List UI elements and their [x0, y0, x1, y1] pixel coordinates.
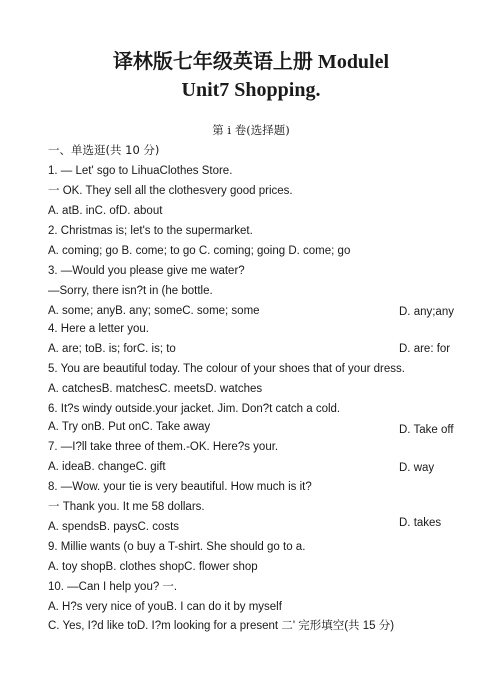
question-3-options: A. some; anyB. any; someC. some; some: [48, 305, 260, 317]
question-8-options: A. spendsB. paysC. costs: [48, 521, 180, 533]
question-8: 8. —Wow. your tie is very beautiful. How much is it?: [48, 481, 312, 493]
question-9-options: A. toy shopB. clothes shopC. flower shop: [48, 561, 258, 573]
section-title: 第 i 卷(选择题): [212, 123, 290, 137]
question-2: 2. Christmas is; let's to the supermarket.: [48, 225, 253, 237]
question-3-option-d: D. any;any: [399, 306, 454, 318]
question-2-options: A. coming; go B. come; to go C. coming; going D. come; go: [48, 245, 351, 257]
document-title-line1: 译林版七年级英语上册 Modulel: [112, 51, 390, 73]
document-title-line2: Unit7 Shopping.: [181, 79, 321, 101]
question-10: 10. —Can I help you? 一.: [48, 581, 178, 593]
question-1-options: A. atB. inC. ofD. about: [48, 205, 163, 217]
question-3: 3. —Would you please give me water?: [48, 265, 245, 277]
question-8-option-d: D. takes: [399, 517, 442, 529]
question-7-options: A. ideaB. changeC. gift: [48, 461, 166, 473]
question-10-options-ab: A. H?s very nice of youB. I can do it by myself: [48, 601, 282, 613]
question-6-options: A. Try onB. Put onC. Take away: [48, 421, 211, 433]
question-4: 4. Here a letter you.: [48, 323, 149, 335]
question-6: 6. It?s windy outside.your jacket. Jim. Don?t catch a cold.: [48, 403, 341, 415]
question-8-reply: 一 Thank you. It me 58 dollars.: [48, 501, 205, 513]
question-10-options-cd: C. Yes, I?d like toD. I?m looking for a present 二' 完形填空(共 15 分): [48, 620, 395, 632]
question-6-option-d: D. Take off: [399, 424, 454, 436]
question-9: 9. Millie wants (o buy a T-shirt. She should go to a.: [48, 541, 306, 553]
question-1-reply: 一 OK. They sell all the clothesvery good prices.: [48, 185, 293, 197]
question-4-options: A. are; toB. is; forC. is; to: [48, 343, 176, 355]
part-heading: 一、单选逛(共 10 分): [48, 143, 160, 157]
question-7: 7. —I?ll take three of them.-OK. Here?s your.: [48, 441, 279, 453]
question-3-reply: —Sorry, there isn?t in (he bottle.: [48, 285, 213, 297]
question-1: 1. — Let' sgo to LihuaClothes Store.: [48, 165, 233, 177]
question-5: 5. You are beautiful today. The colour of your shoes that of your dress.: [48, 363, 405, 375]
question-4-option-d: D. are: for: [399, 343, 451, 355]
question-7-option-d: D. way: [399, 462, 435, 474]
question-5-options: A. catchesB. matchesC. meetsD. watches: [48, 383, 263, 395]
